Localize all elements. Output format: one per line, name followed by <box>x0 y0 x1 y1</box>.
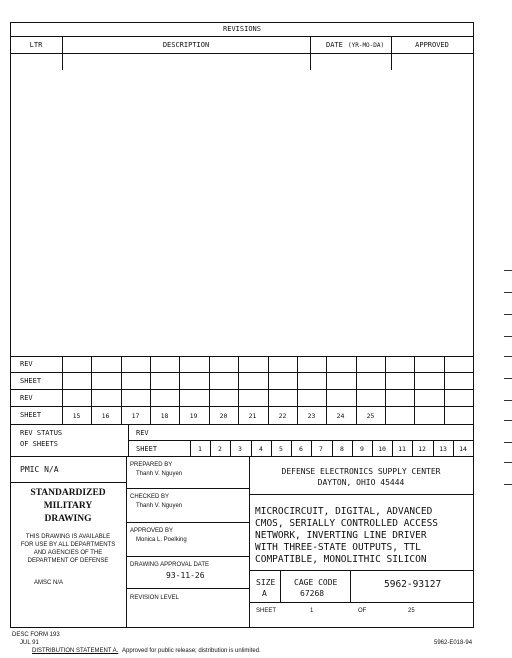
amsc-label: AMSC N/A <box>34 580 64 586</box>
of-value: 25 <box>408 608 415 614</box>
cage-code-value: 67268 <box>300 589 325 598</box>
drawing-number: 5962-93127 <box>384 579 442 590</box>
sheet-label: SHEET <box>256 608 277 614</box>
cage-code-label: CAGE CODE <box>294 578 338 587</box>
sheet-number-cell: 9 <box>360 444 364 453</box>
size-value: A <box>262 589 267 598</box>
approved-by-label: APPROVED BY <box>130 528 174 534</box>
sheet-number-cell: 1 <box>198 444 202 453</box>
date-header: DATE <box>326 41 343 49</box>
ltr-header: LTR <box>29 41 43 49</box>
sheet-number-cell: 18 <box>160 411 169 420</box>
sheet-number-cell: 11 <box>398 444 406 453</box>
date-format: (YR-MO-DA) <box>348 42 385 49</box>
title-line1: MICROCIRCUIT, DIGITAL, ADVANCED <box>255 506 433 517</box>
availability-line1: THIS DRAWING IS AVAILABLE <box>25 534 111 540</box>
sheet-number-cell: 7 <box>319 444 323 453</box>
approval-date-value: 93-11-26 <box>166 571 205 580</box>
standardized-line3: DRAWING <box>44 514 92 524</box>
standardized-line2: MILITARY <box>43 501 93 511</box>
checked-by-name: Thanh V. Nguyen <box>136 503 183 509</box>
agency-line2: DAYTON, OHIO 45444 <box>317 478 405 487</box>
sheet-number-cell: 21 <box>248 411 257 420</box>
availability-line2: FOR USE BY ALL DEPARTMENTS <box>20 542 116 548</box>
rev-label-2: REV <box>20 394 33 402</box>
rev-status-label-2: OF SHEETS <box>20 440 58 448</box>
availability-line3: AND AGENCIES OF THE <box>33 550 103 556</box>
sheet-number-cell: 25 <box>366 411 375 420</box>
distribution-statement-label: DISTRIBUTION STATEMENT A. <box>32 648 119 654</box>
of-label: OF <box>358 608 367 614</box>
sheet-number-cell: 3 <box>238 444 242 453</box>
revision-level-label: REVISION LEVEL <box>130 595 180 601</box>
distribution-statement-text: Approved for public release; distribution is unlimited. <box>122 648 261 654</box>
sheet-value: 1 <box>310 608 314 614</box>
form-date: JUL 91 <box>20 640 39 646</box>
sheet-number-cell: 14 <box>459 444 467 453</box>
rev-status-label-1: REV STATUS <box>20 429 63 437</box>
sheet-number-cell: 16 <box>101 411 110 420</box>
rev-status-rev: REV <box>136 429 149 437</box>
rev-status-sheet: SHEET <box>136 445 158 453</box>
sheet-number-cell: 15 <box>72 411 81 420</box>
standardized-line1: STANDARDIZED <box>30 488 106 498</box>
title-line4: WITH THREE-STATE OUTPUTS, TTL <box>255 542 421 553</box>
sheet-number-cell: 6 <box>299 444 303 453</box>
title-line2: CMOS, SERIALLY CONTROLLED ACCESS <box>255 518 439 529</box>
sheet-number-cell: 13 <box>439 444 447 453</box>
pmic-label: PMIC N/A <box>20 465 59 474</box>
sheet-number-cell: 17 <box>131 411 140 420</box>
rev-label-1: REV <box>20 360 33 368</box>
description-header: DESCRIPTION <box>162 41 210 49</box>
sheet-number-cell: 23 <box>307 411 316 420</box>
sheet-number-cell: 5 <box>279 444 283 453</box>
document-code: 5962-E018-94 <box>434 640 473 646</box>
sheet-label-2: SHEET <box>20 411 42 419</box>
title-line3: NETWORK, INVERTING LINE DRIVER <box>255 530 427 541</box>
checked-by-label: CHECKED BY <box>130 494 170 500</box>
sheet-number-cell: 8 <box>340 444 344 453</box>
sheet-number-cell: 20 <box>219 411 228 420</box>
size-label: SIZE <box>256 578 276 587</box>
prepared-by-label: PREPARED BY <box>130 462 173 468</box>
sheet-number-cell: 10 <box>378 444 386 453</box>
approved-header: APPROVED <box>415 41 449 49</box>
sheet-number-cell: 19 <box>189 411 198 420</box>
approved-by-name: Monica L. Poelking <box>136 537 187 543</box>
form-number: DESC FORM 193 <box>12 632 60 638</box>
availability-line4: DEPARTMENT OF DEFENSE <box>27 558 109 564</box>
sheet-number-cell: 4 <box>259 444 263 453</box>
sheet-number-cell: 2 <box>218 444 222 453</box>
revisions-title: REVISIONS <box>223 25 261 33</box>
prepared-by-name: Thanh V. Nguyen <box>136 471 183 477</box>
sheet-number-cell: 22 <box>278 411 287 420</box>
title-line5: COMPATIBLE, MONOLITHIC SILICON <box>255 554 427 565</box>
approval-date-label: DRAWING APPROVAL DATE <box>130 562 210 568</box>
sheet-number-cell: 24 <box>336 411 345 420</box>
agency-line1: DEFENSE ELECTRONICS SUPPLY CENTER <box>281 467 441 476</box>
sheet-number-cell: 12 <box>418 444 426 453</box>
sheet-label-1: SHEET <box>20 377 42 385</box>
